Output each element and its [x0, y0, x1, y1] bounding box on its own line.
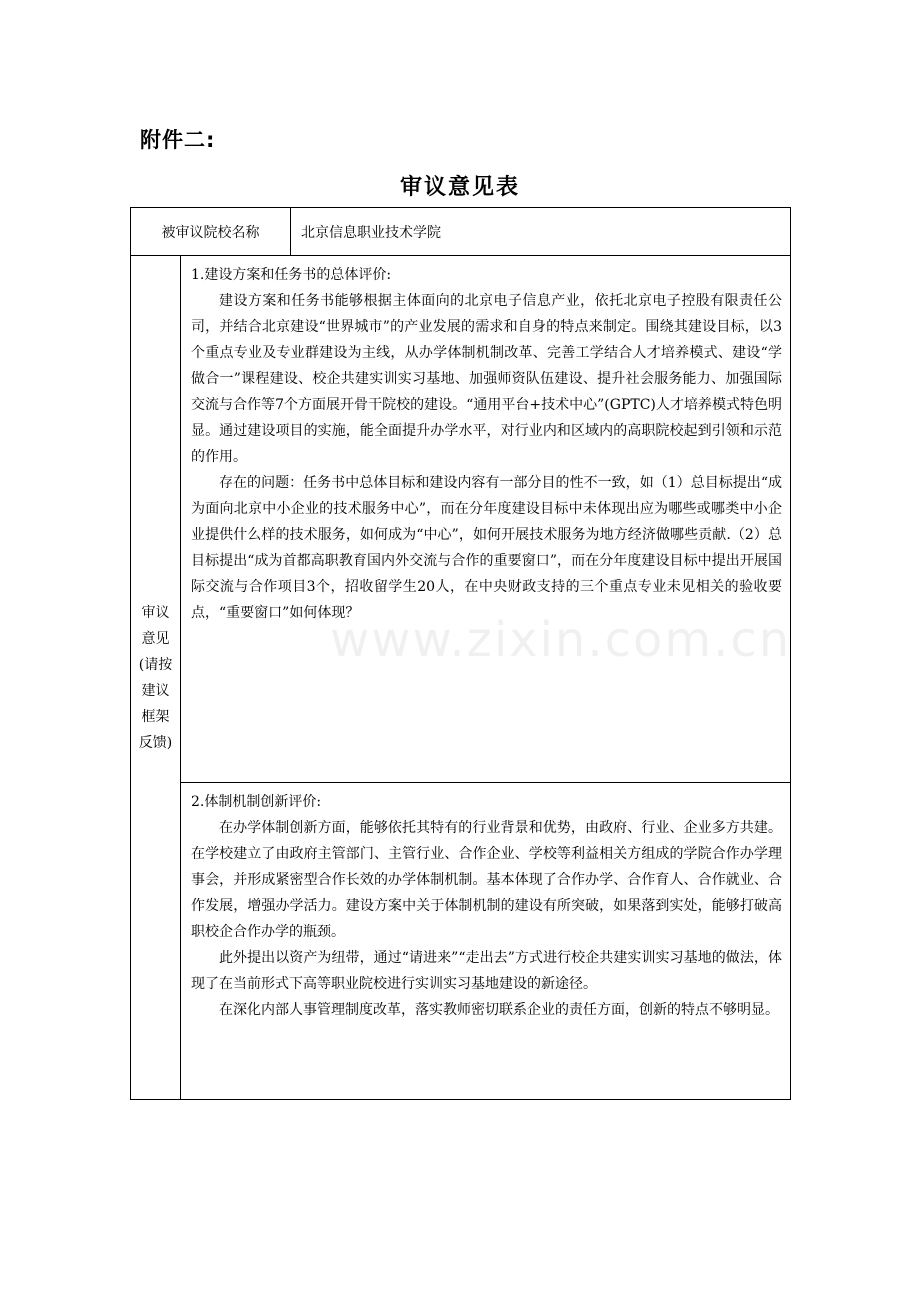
- school-name-value: 北京信息职业技术学院: [291, 208, 791, 256]
- mechanism-paragraph-3: 在深化内部人事管理制度改革，落实教师密切联系企业的责任方面，创新的特点不够明显。: [219, 1002, 779, 1018]
- mechanism-innovation-section: [181, 783, 791, 1100]
- opinion-side-label-cell: [131, 256, 181, 1100]
- attachment-label: 附件二:: [140, 128, 216, 152]
- watermark: www.zixin.com.cn: [330, 612, 792, 668]
- opinion-row-1: [131, 256, 791, 783]
- school-name-label: 被审议院校名称: [131, 208, 291, 256]
- overall-evaluation-paragraph: 建设方案和任务书能够根据主体面向的北京电子信息产业，依托北京电子控股有限责任公司，并结合北京建设“世界城市”的产业发展的需求和自身的特点来制定。围绕其建设目标，以3个重点专业及专业群建设为主线，从办学体制机制改革、完善工学结合人才培养模式、建设“学做合一”课程建设、校企共建实训实习基地、加强师资队伍建设、提升社会服务能力、加强国际交流与合作等7个方面展开骨干院校的建设。“通用平台+技术中心”(GPTC)人才培养模式特色明显。通过建设项目的实施，能全面提升办学水平，对行业内和区域内的高职院校起到引领和示范的作用。: [191, 293, 782, 465]
- opinion-row-2: [131, 783, 791, 1100]
- overall-evaluation-heading: 1.建设方案和任务书的总体评价:: [191, 267, 392, 283]
- mechanism-paragraph-1: 在办学体制创新方面，能够依托其特有的行业背景和优势，由政府、行业、企业多方共建。在学校建立了由政府主管部门、主管行业、合作企业、学校等利益相关方组成的学院合作办学理事会，并形成紧密型合作长效的办学体制机制。基本体现了合作办学、合作育人、合作就业、合作发展，增强办学活力。建设方案中关于体制机制的建设有所突破，如果落到实处，能够打破高职校企合作办学的瓶颈。: [191, 820, 782, 940]
- mechanism-innovation-heading: 2.体制机制创新评价:: [191, 794, 322, 810]
- review-opinion-table: [130, 207, 791, 1100]
- mechanism-paragraph-2: 此外提出以资产为纽带，通过“请进来”“走出去”方式进行校企共建实训实习基地的做法，体现了在当前形式下高等职业院校进行实训实习基地建设的新途径。: [191, 950, 782, 992]
- document-title: 审议意见表: [399, 175, 520, 200]
- overall-evaluation-section: [181, 256, 791, 783]
- school-row: [131, 208, 791, 256]
- issues-paragraph: 存在的问题：任务书中总体目标和建设内容有一部分目的性不一致，如（1）总目标提出“成为面向北京中小企业的技术服务中心”，而在分年度建设目标中未体现出应为哪些或哪类中小企业提供什么样的技术服务，如何成为“中心”，如何开展技术服务为地方经济做哪些贡献.（2）总目标提出“成为首都高职教育国内外交流与合作的重要窗口”，而在分年度建设目标中提出开展国际交流与合作项目3个，招收留学生20人，在中央财政支持的三个重点专业未见相关的验收要点，“重要窗口”如何体现？: [191, 475, 782, 621]
- opinion-side-label: 审议意见(请按建议框架反馈): [138, 604, 173, 751]
